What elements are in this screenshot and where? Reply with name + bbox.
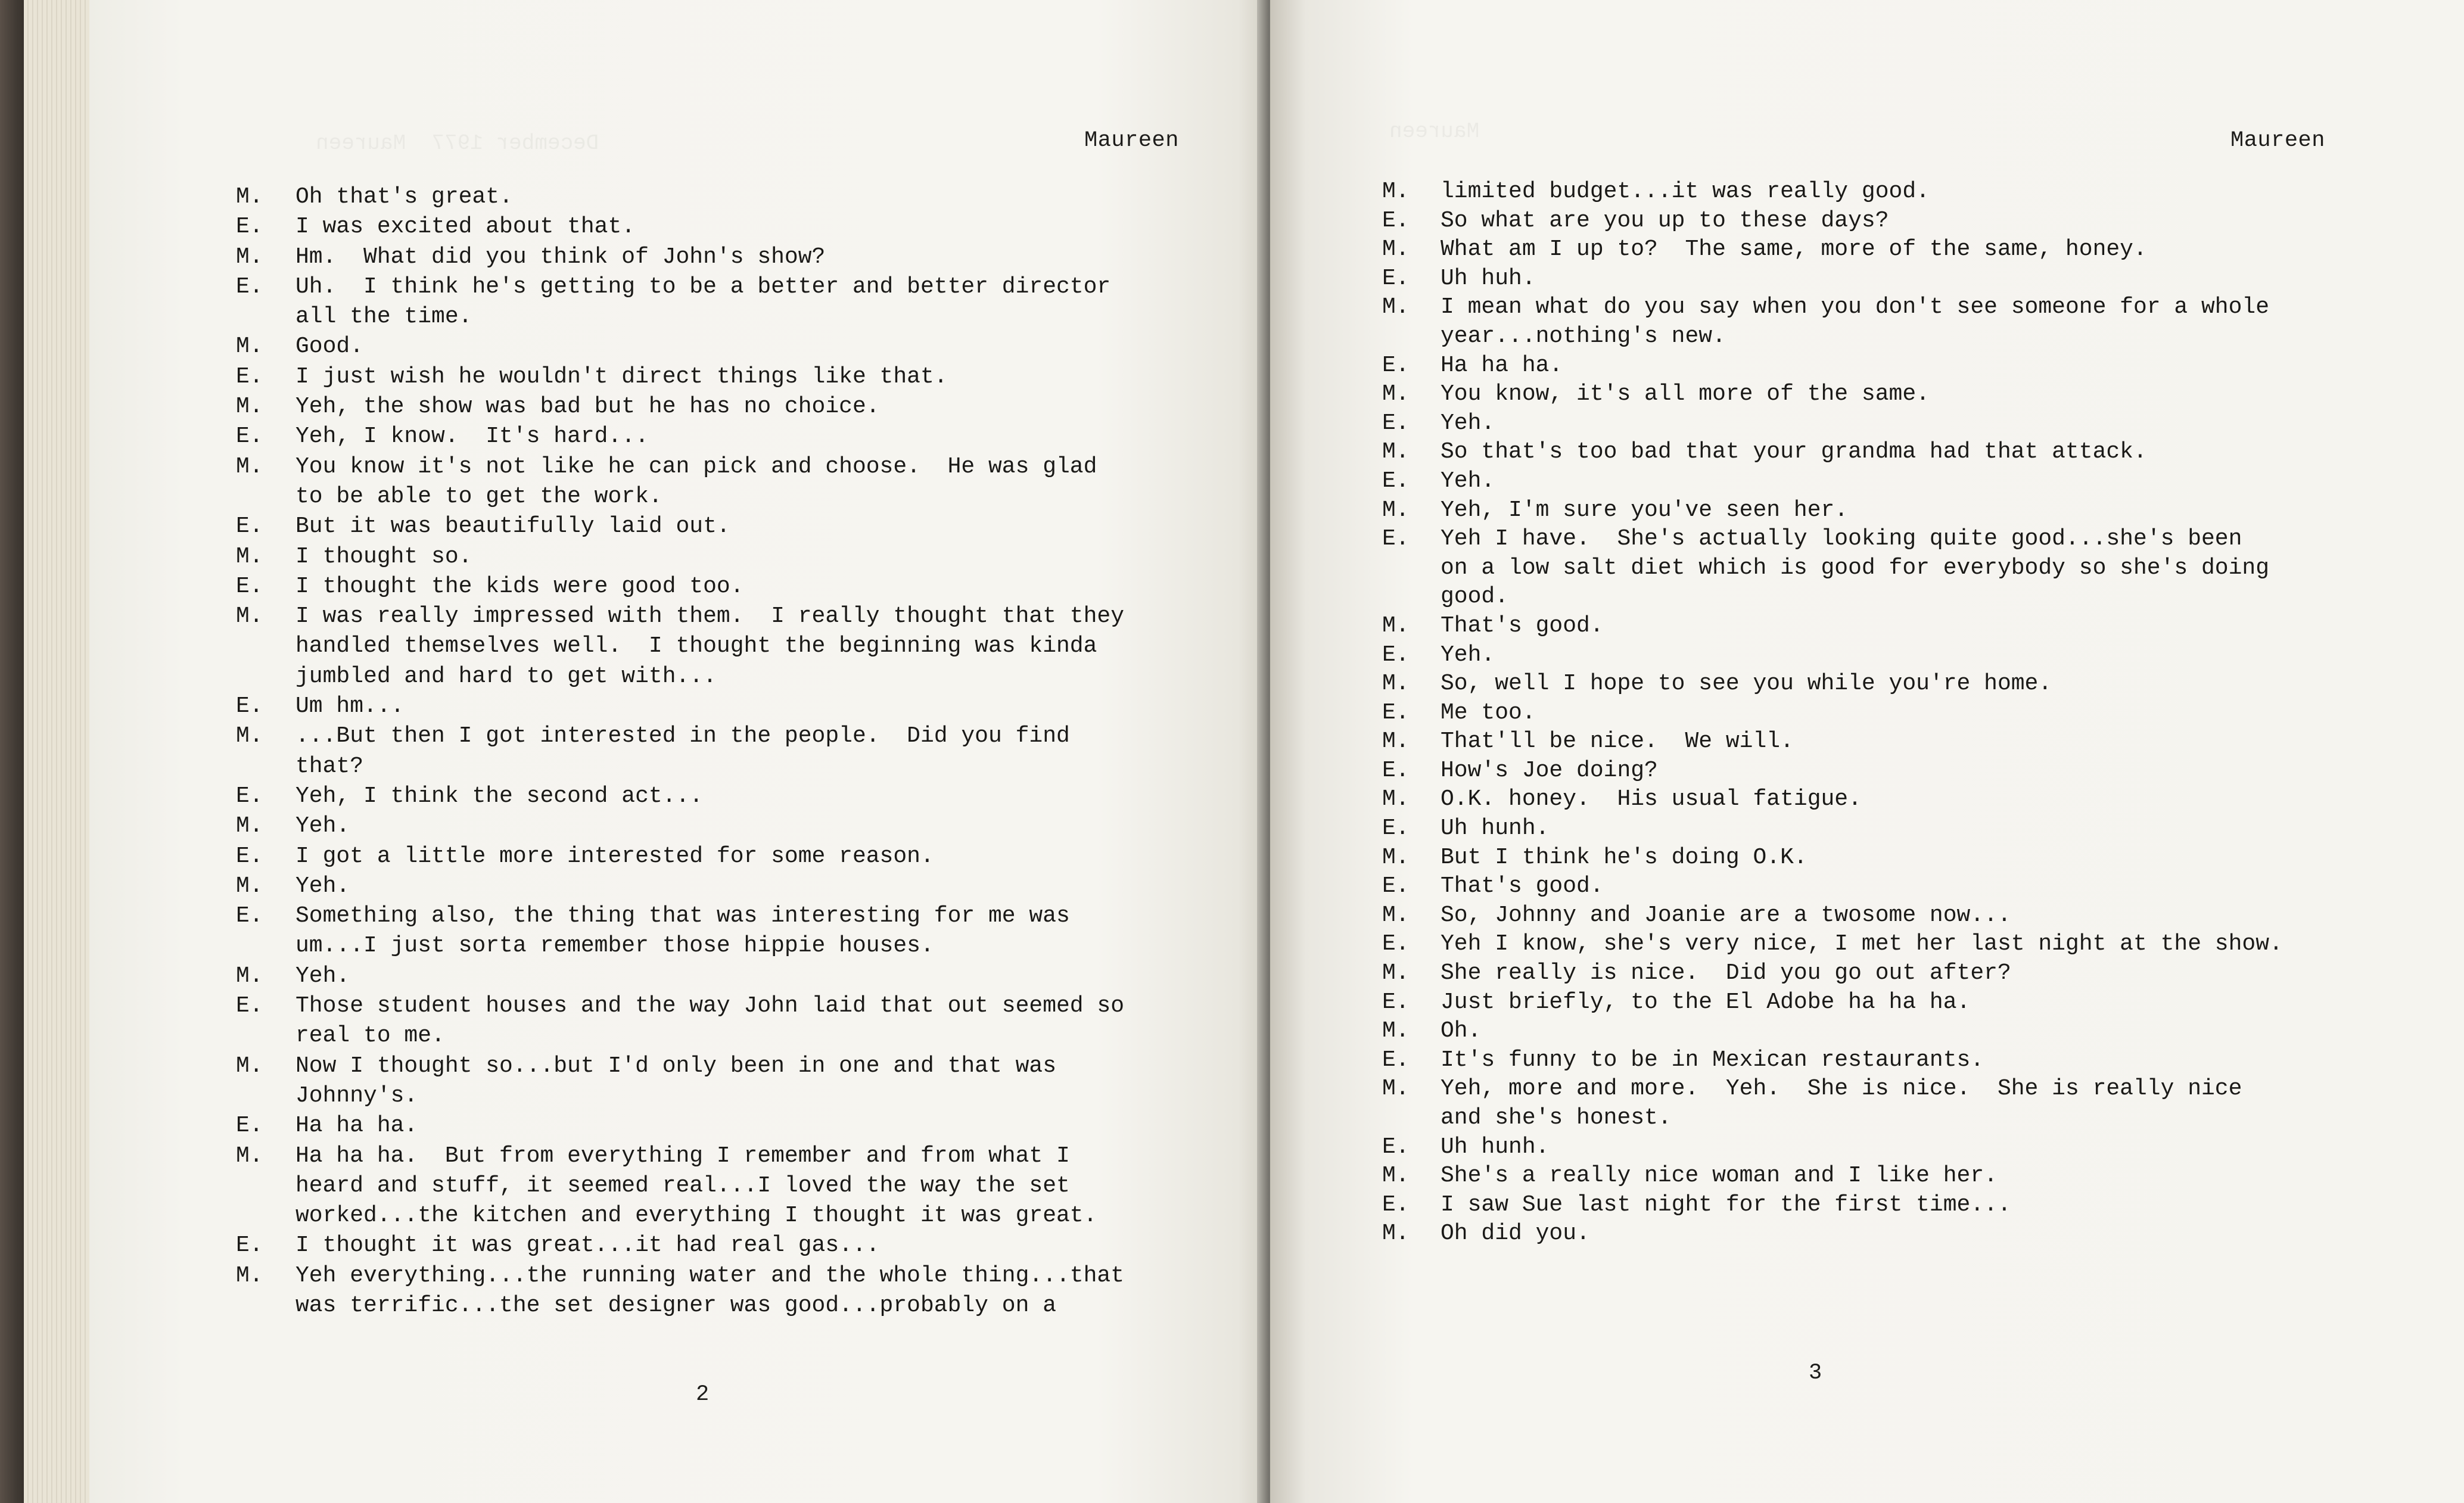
speaker-label: E.: [236, 573, 263, 599]
dialogue-text: heard and stuff, it seemed real...I loved the way the set: [295, 1172, 1070, 1199]
left-page: [89, 0, 1274, 1503]
dialogue-text: That'll be nice. We will.: [1441, 729, 1794, 755]
speaker-label: M.: [236, 453, 263, 480]
dialogue-text: worked...the kitchen and everything I thought it was great.: [295, 1203, 1097, 1229]
speaker-label: M.: [1382, 1163, 1410, 1189]
dialogue-text: Yeh.: [295, 813, 350, 839]
dialogue-text: You know it's not like he can pick and choose. He was glad: [295, 453, 1097, 480]
dialogue-text: You know, it's all more of the same.: [1441, 381, 1930, 407]
speaker-label: M.: [236, 1053, 263, 1079]
speaker-label: M.: [1382, 671, 1410, 697]
page-edges: [24, 0, 95, 1503]
speaker-label: M.: [1382, 844, 1410, 870]
speaker-label: M.: [1382, 294, 1410, 320]
dialogue-text: She's a really nice woman and I like her.: [1441, 1163, 1998, 1189]
dialogue-text: Uh hunh.: [1441, 816, 1550, 842]
dialogue-text: Ha ha ha.: [1441, 352, 1563, 378]
speaker-label: M.: [1382, 1018, 1410, 1044]
dialogue-text: I got a little more interested for some reason.: [295, 843, 934, 869]
dialogue-text: Good.: [295, 334, 364, 360]
dialogue-text: on a low salt diet which is good for everybody so she's doing: [1441, 555, 2270, 581]
dialogue-text: What am I up to? The same, more of the same, honey.: [1441, 237, 2147, 263]
speaker-label: M.: [1382, 439, 1410, 465]
speaker-label: E.: [236, 1113, 263, 1139]
dialogue-text: So, well I hope to see you while you're home.: [1441, 671, 2052, 697]
dialogue-text: Yeh, I think the second act...: [295, 783, 704, 809]
bleed-through-text: Maureen: [1389, 119, 1480, 144]
left-page-number: 2: [696, 1382, 710, 1407]
dialogue-text: So, Johnny and Joanie are a twosome now...: [1441, 902, 2011, 928]
dialogue-text: So that's too bad that your grandma had that attack.: [1441, 439, 2147, 465]
dialogue-text: How's Joe doing?: [1441, 757, 1658, 783]
speaker-label: M.: [236, 184, 263, 210]
speaker-label: M.: [1382, 237, 1410, 263]
dialogue-text: I just wish he wouldn't direct things like that.: [295, 363, 948, 390]
dialogue-text: Johnny's.: [295, 1082, 418, 1109]
speaker-label: E.: [1382, 265, 1410, 291]
speaker-label: M.: [1382, 902, 1410, 928]
speaker-label: E.: [236, 363, 263, 390]
speaker-label: M.: [236, 334, 263, 360]
speaker-label: E.: [1382, 816, 1410, 842]
speaker-label: E.: [236, 783, 263, 809]
speaker-label: M.: [1382, 1076, 1410, 1102]
dialogue-text: Yeh everything...the running water and the whole thing...that: [295, 1262, 1125, 1289]
dialogue-text: Uh huh.: [1441, 265, 1536, 291]
speaker-label: M.: [1382, 381, 1410, 407]
dialogue-text: handled themselves well. I thought the beginning was kinda: [295, 633, 1097, 659]
dialogue-text: Yeh, I know. It's hard...: [295, 424, 649, 450]
dialogue-text: real to me.: [295, 1023, 445, 1049]
dialogue-text: I thought it was great...it had real gas...: [295, 1233, 880, 1259]
dialogue-text: That's good.: [1441, 873, 1604, 900]
dialogue-text: Yeh I have. She's actually looking quite good...she's been: [1441, 526, 2242, 552]
speaker-label: M.: [236, 244, 263, 270]
speaker-label: M.: [236, 1143, 263, 1169]
dialogue-text: I saw Sue last night for the first time...: [1441, 1191, 2011, 1218]
speaker-label: E.: [1382, 1191, 1410, 1218]
dialogue-text: Me too.: [1441, 699, 1536, 726]
dialogue-text: good.: [1441, 584, 1509, 610]
bleed-through-text: December 1977 Maureen: [316, 131, 599, 155]
dialogue-text: But I think he's doing O.K.: [1441, 844, 1807, 870]
dialogue-text: I mean what do you say when you don't see someone for a whole: [1441, 294, 2270, 320]
dialogue-text: all the time.: [295, 304, 472, 330]
dialogue-text: Ha ha ha.: [295, 1113, 418, 1139]
dialogue-text: It's funny to be in Mexican restaurants.: [1441, 1047, 1984, 1073]
speaker-label: E.: [1382, 989, 1410, 1015]
right-page-header: Maureen: [2230, 128, 2325, 153]
left-page-header: Maureen: [1084, 128, 1179, 153]
speaker-label: M.: [236, 873, 263, 899]
speaker-label: M.: [1382, 729, 1410, 755]
speaker-label: M.: [236, 813, 263, 839]
speaker-label: E.: [236, 693, 263, 720]
speaker-label: E.: [236, 514, 263, 540]
dialogue-text: I was really impressed with them. I really thought that they: [295, 603, 1125, 630]
dialogue-text: Oh.: [1441, 1018, 1482, 1044]
dialogue-text: Ha ha ha. But from everything I remember and from what I: [295, 1143, 1070, 1169]
dialogue-text: Yeh, the show was bad but he has no choice.: [295, 394, 880, 420]
dialogue-text: Something also, the thing that was interesting for me was: [295, 903, 1070, 929]
speaker-label: M.: [1382, 1221, 1410, 1247]
right-page-number: 3: [1809, 1361, 1822, 1386]
dialogue-text: to be able to get the work.: [295, 483, 662, 509]
speaker-label: M.: [236, 394, 263, 420]
speaker-label: E.: [1382, 468, 1410, 494]
dialogue-text: I thought so.: [295, 543, 472, 570]
dialogue-text: But it was beautifully laid out.: [295, 514, 730, 540]
dialogue-text: Uh. I think he's getting to be a better and better director: [295, 273, 1111, 300]
dialogue-text: um...I just sorta remember those hippie houses.: [295, 933, 934, 959]
dialogue-text: Now I thought so...but I'd only been in one and that was: [295, 1053, 1057, 1079]
dialogue-text: Yeh.: [1441, 468, 1495, 494]
speaker-label: M.: [1382, 786, 1410, 813]
dialogue-text: was terrific...the set designer was good...probably on a: [295, 1292, 1057, 1318]
dialogue-text: So what are you up to these days?: [1441, 207, 1889, 234]
speaker-label: E.: [1382, 526, 1410, 552]
dialogue-text: I was excited about that.: [295, 214, 636, 240]
dialogue-text: Just briefly, to the El Adobe ha ha ha.: [1441, 989, 1971, 1015]
speaker-label: E.: [236, 424, 263, 450]
speaker-label: M.: [1382, 960, 1410, 987]
speaker-label: M.: [236, 603, 263, 630]
dialogue-text: ...But then I got interested in the people. Did you find: [295, 723, 1070, 749]
speaker-label: M.: [1382, 612, 1410, 639]
right-page: [1270, 0, 2464, 1503]
speaker-label: E.: [236, 1233, 263, 1259]
speaker-label: E.: [1382, 410, 1410, 436]
dialogue-text: Yeh.: [295, 873, 350, 899]
dialogue-text: She really is nice. Did you go out after?: [1441, 960, 2011, 987]
speaker-label: E.: [1382, 352, 1410, 378]
dialogue-text: jumbled and hard to get with...: [295, 663, 717, 689]
dialogue-text: Uh hunh.: [1441, 1134, 1550, 1160]
speaker-label: M.: [1382, 497, 1410, 523]
speaker-label: E.: [1382, 207, 1410, 234]
dialogue-text: Yeh.: [1441, 642, 1495, 668]
speaker-label: M.: [1382, 179, 1410, 204]
dialogue-text: O.K. honey. His usual fatigue.: [1441, 786, 1862, 813]
dialogue-text: Yeh.: [295, 963, 350, 989]
dialogue-text: and she's honest.: [1441, 1105, 1672, 1131]
dialogue-text: That's good.: [1441, 612, 1604, 639]
speaker-label: E.: [236, 273, 263, 300]
dialogue-text: Yeh.: [1441, 410, 1495, 436]
speaker-label: E.: [1382, 757, 1410, 783]
dialogue-text: year...nothing's new.: [1441, 323, 1726, 349]
dialogue-text: Yeh I know, she's very nice, I met her last night at the show.: [1441, 931, 2283, 957]
speaker-label: M.: [236, 963, 263, 989]
speaker-label: E.: [236, 214, 263, 240]
dialogue-text: Those student houses and the way John laid that out seemed so: [295, 993, 1125, 1019]
dialogue-text: Yeh, more and more. Yeh. She is nice. She is really nice: [1441, 1076, 2242, 1102]
speaker-label: E.: [1382, 873, 1410, 900]
speaker-label: E.: [236, 993, 263, 1019]
speaker-label: E.: [1382, 931, 1410, 957]
dialogue-text: Oh that's great.: [295, 184, 513, 210]
speaker-label: M.: [236, 723, 263, 749]
dialogue-text: I thought the kids were good too.: [295, 573, 744, 599]
dialogue-text: Um hm...: [295, 693, 405, 720]
speaker-label: E.: [236, 843, 263, 869]
dialogue-text: Yeh, I'm sure you've seen her.: [1441, 497, 1849, 523]
speaker-label: E.: [1382, 1047, 1410, 1073]
dialogue-text: that?: [295, 753, 364, 779]
speaker-label: E.: [1382, 699, 1410, 726]
dialogue-text: Oh did you.: [1441, 1221, 1590, 1247]
speaker-label: M.: [236, 543, 263, 570]
speaker-label: E.: [236, 903, 263, 929]
speaker-label: M.: [236, 1262, 263, 1289]
speaker-label: E.: [1382, 642, 1410, 668]
dialogue-text: Hm. What did you think of John's show?: [295, 244, 826, 270]
speaker-label: E.: [1382, 1134, 1410, 1160]
dialogue-text: limited budget...it was really good.: [1441, 179, 1930, 204]
